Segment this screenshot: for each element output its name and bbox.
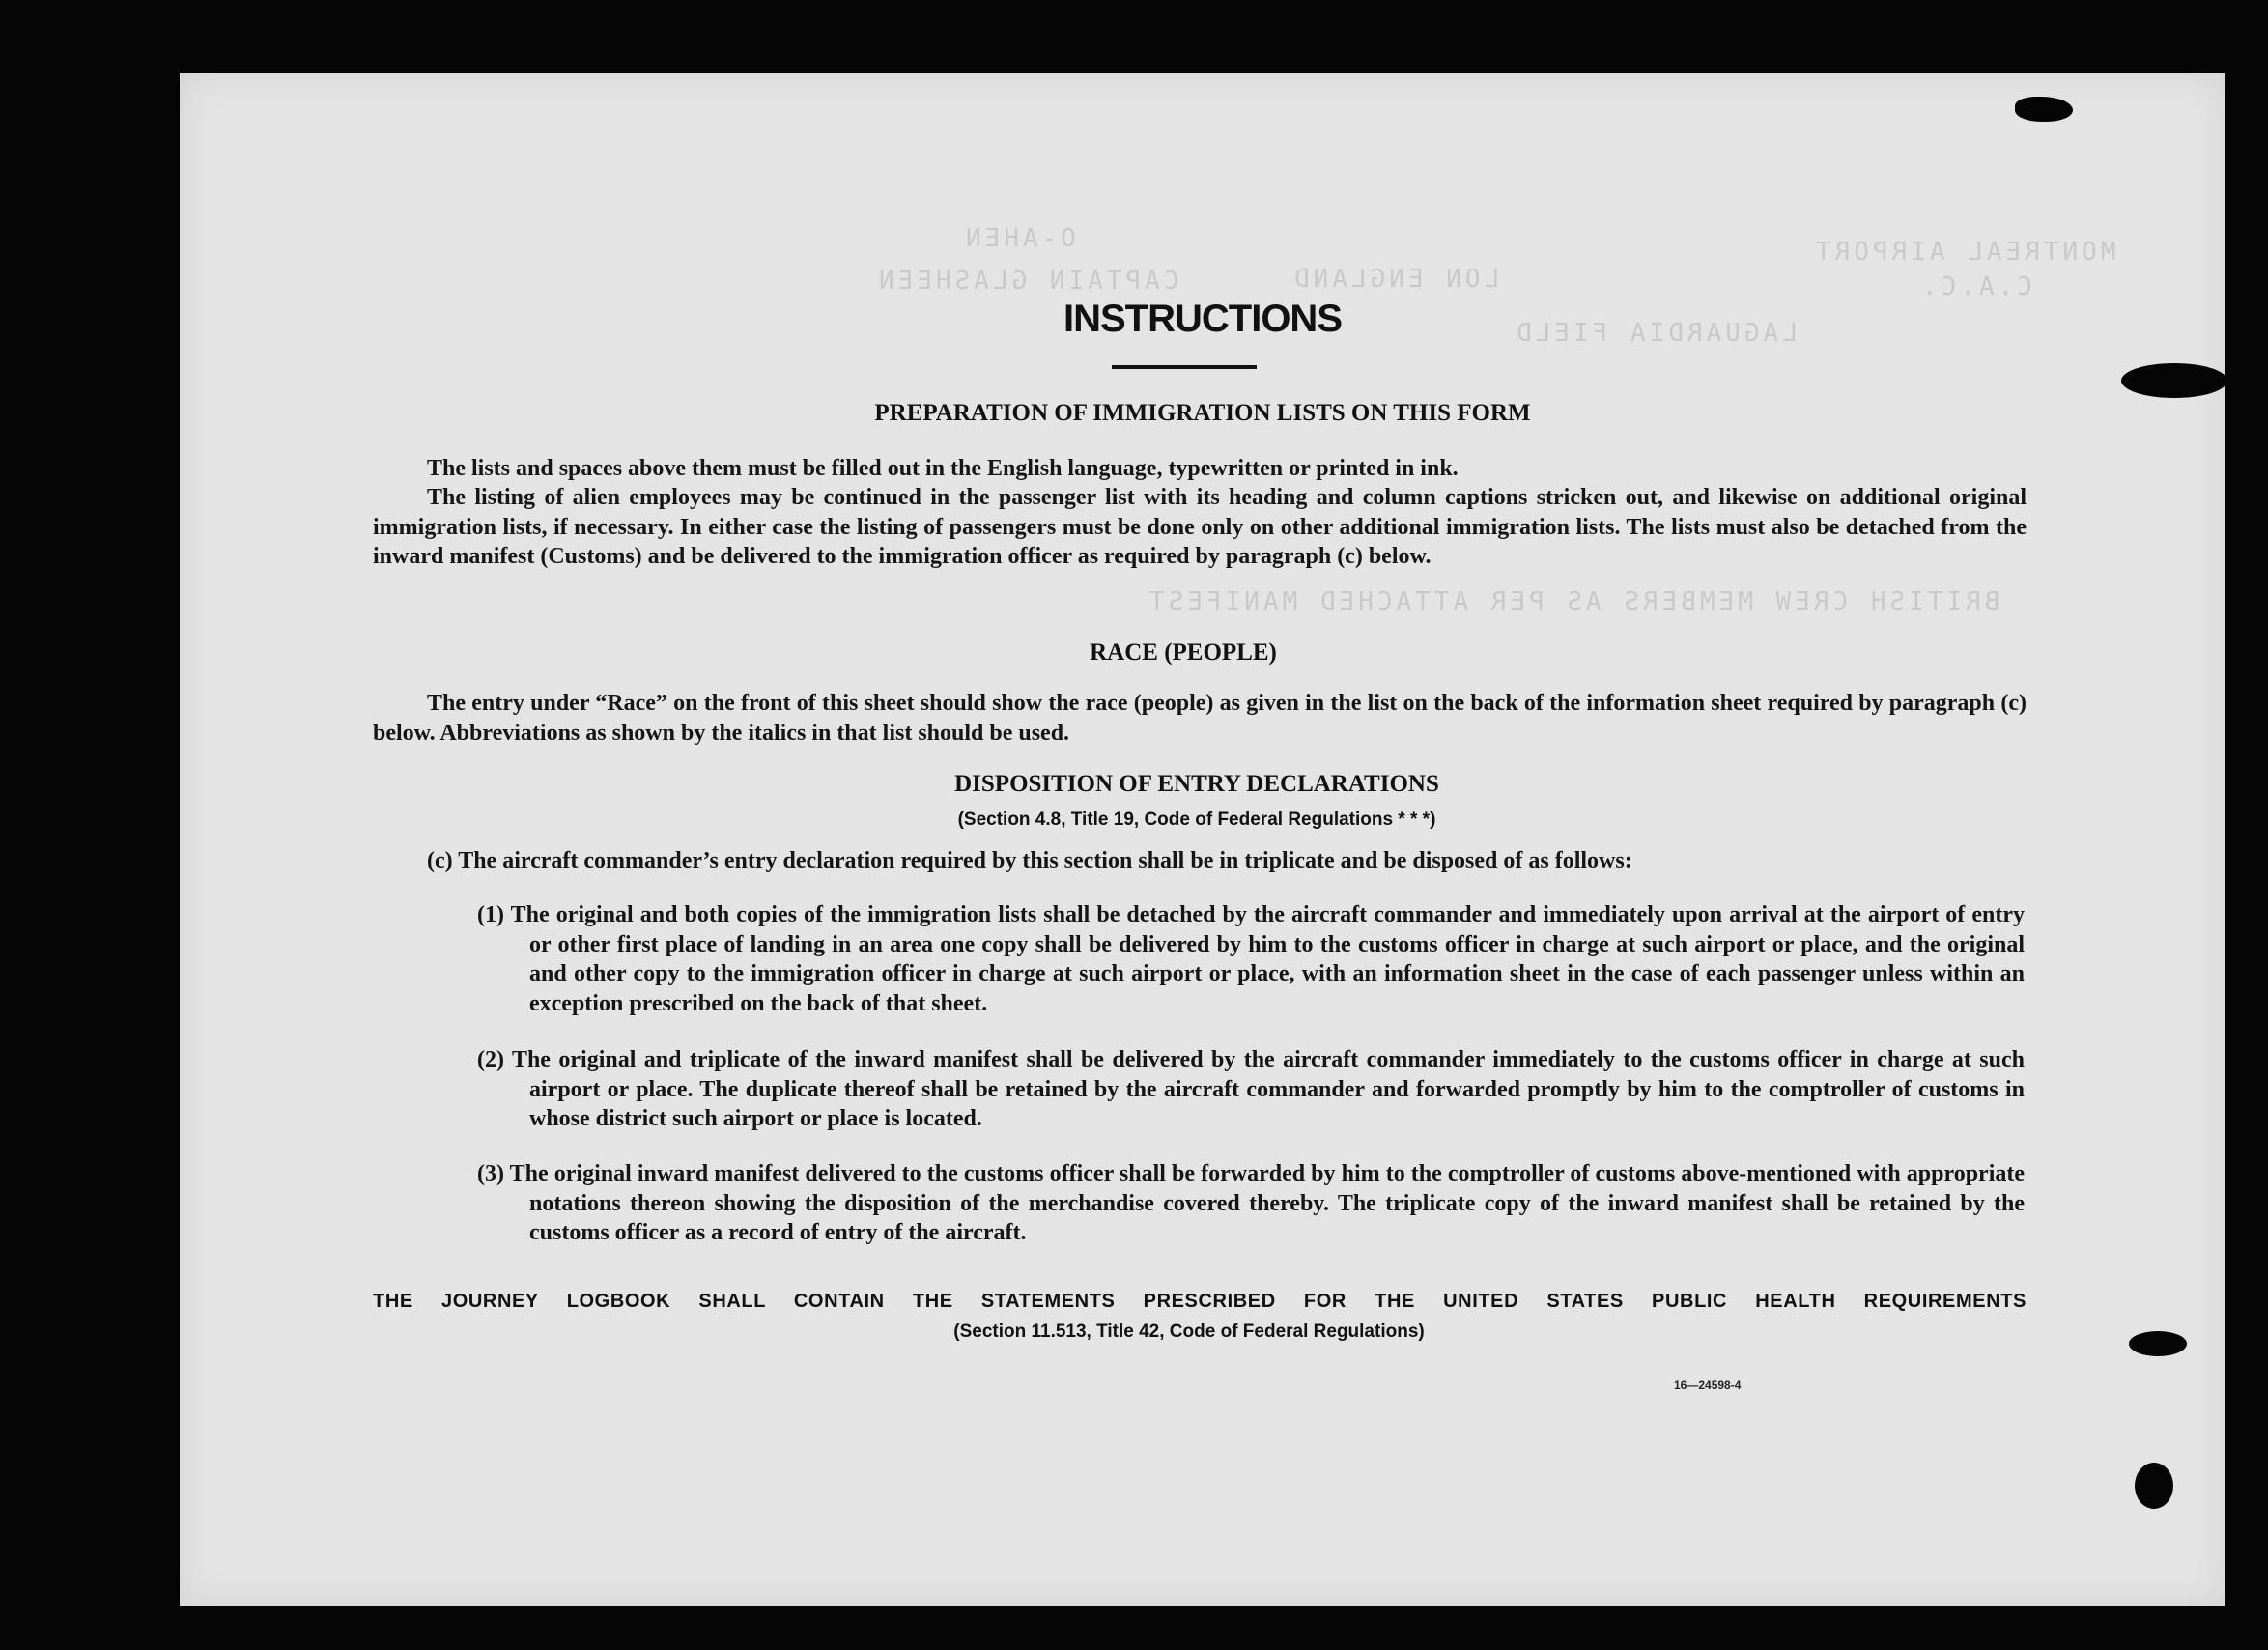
health-citation: (Section 11.513, Title 42, Code of Federal Regulations) xyxy=(953,1322,1425,1342)
preparation-para1-text: The lists and spaces above them must be filled out in the English language, typewritten or printed in ink. xyxy=(427,456,1459,481)
bleed-through-text: BRITISH CREW MEMBERS AS PER ATTACHED MANIFEST xyxy=(1146,587,2000,616)
race-para-text: The entry under “Race” on the front of this sheet should show the race (people) as given in the list on the back of the information sheet required by paragraph (c) below. Abbreviations as shown by the italics in that list should be used. xyxy=(373,691,2027,746)
bleed-through-text: CAPTAIN GLASHEEN xyxy=(875,267,1179,296)
health-statement: THE JOURNEY LOGBOOK SHALL CONTAIN THE STATEMENTS PRESCRIBED FOR THE UNITED STATES PUBLIC HEALTH REQUIREMENTS xyxy=(373,1291,2027,1312)
preparation-para2-text: The listing of alien employees may be continued in the passenger list with its heading and column captions stricken out, and likewise on additional original immigration lists, if necessary. In either case the listing of passengers must be done only on other additional immigration lists. The lists must also be detached from the inward manifest (Customs) and be delivered to the immigration officer as required by paragraph (c) below. xyxy=(373,485,2027,569)
page-title: INSTRUCTIONS xyxy=(1063,298,1342,340)
form-number: 16—24598-4 xyxy=(1674,1379,1742,1392)
disposition-intro-text: (c) The aircraft commander’s entry declaration required by this section shall be in triplicate and be disposed of as follows: xyxy=(427,848,1632,873)
preparation-paragraph-2 xyxy=(373,483,2027,572)
bleed-through-text: MONTREAL AIRPORT xyxy=(1812,238,2116,267)
race-paragraph xyxy=(373,689,2027,748)
disposition-intro xyxy=(427,846,2027,876)
document-page xyxy=(180,73,2225,1606)
disposition-item-3: (3) The original inward manifest delivered to the customs officer shall be forwarded by him to the comptroller of customs above-mentioned with appropriate notations thereon showing the disposition of the merchandise covered thereby. The triplicate copy of the inward manifest shall be retained by the customs officer as a record of entry of the aircraft. xyxy=(477,1161,2025,1245)
scan-blemish xyxy=(2015,97,2073,122)
disposition-heading: DISPOSITION OF ENTRY DECLARATIONS xyxy=(954,771,1439,797)
bleed-through-text: LON ENGLAND xyxy=(1290,265,1500,294)
title-underline xyxy=(1112,365,1257,369)
bleed-through-text: C.A.C. xyxy=(1918,272,2032,301)
race-heading: RACE (PEOPLE) xyxy=(1090,640,1277,666)
preparation-paragraph-1 xyxy=(427,454,2027,484)
scan-blemish xyxy=(2135,1463,2173,1509)
bleed-through-text: O-AHEN xyxy=(962,224,1076,253)
preparation-heading: PREPARATION OF IMMIGRATION LISTS ON THIS FORM xyxy=(874,400,1531,426)
disposition-citation: (Section 4.8, Title 19, Code of Federal Regulations * * *) xyxy=(957,810,1436,830)
scan-blemish xyxy=(2121,363,2227,398)
scan-blemish xyxy=(2129,1331,2187,1356)
disposition-item-2: (2) The original and triplicate of the inward manifest shall be delivered by the aircraft commander immediately to the customs officer in charge at such airport or place. The duplicate thereof shall be retained by the aircraft commander and forwarded promptly by him to the comptroller of customs in whose district such airport or place is located. xyxy=(477,1047,2025,1131)
bleed-through-text: LAGUARDIA FIELD xyxy=(1513,319,1798,348)
disposition-item-1: (1) The original and both copies of the immigration lists shall be detached by the aircraft commander and immediately upon arrival at the airport of entry or other first place of landing in an area one copy shall be delivered by him to the customs officer in charge at such airport or place, and the original and other copy to the immigration officer in charge at such airport or place, with an information sheet in the case of each passenger unless within an exception prescribed on the back of that sheet. xyxy=(477,902,2025,1016)
